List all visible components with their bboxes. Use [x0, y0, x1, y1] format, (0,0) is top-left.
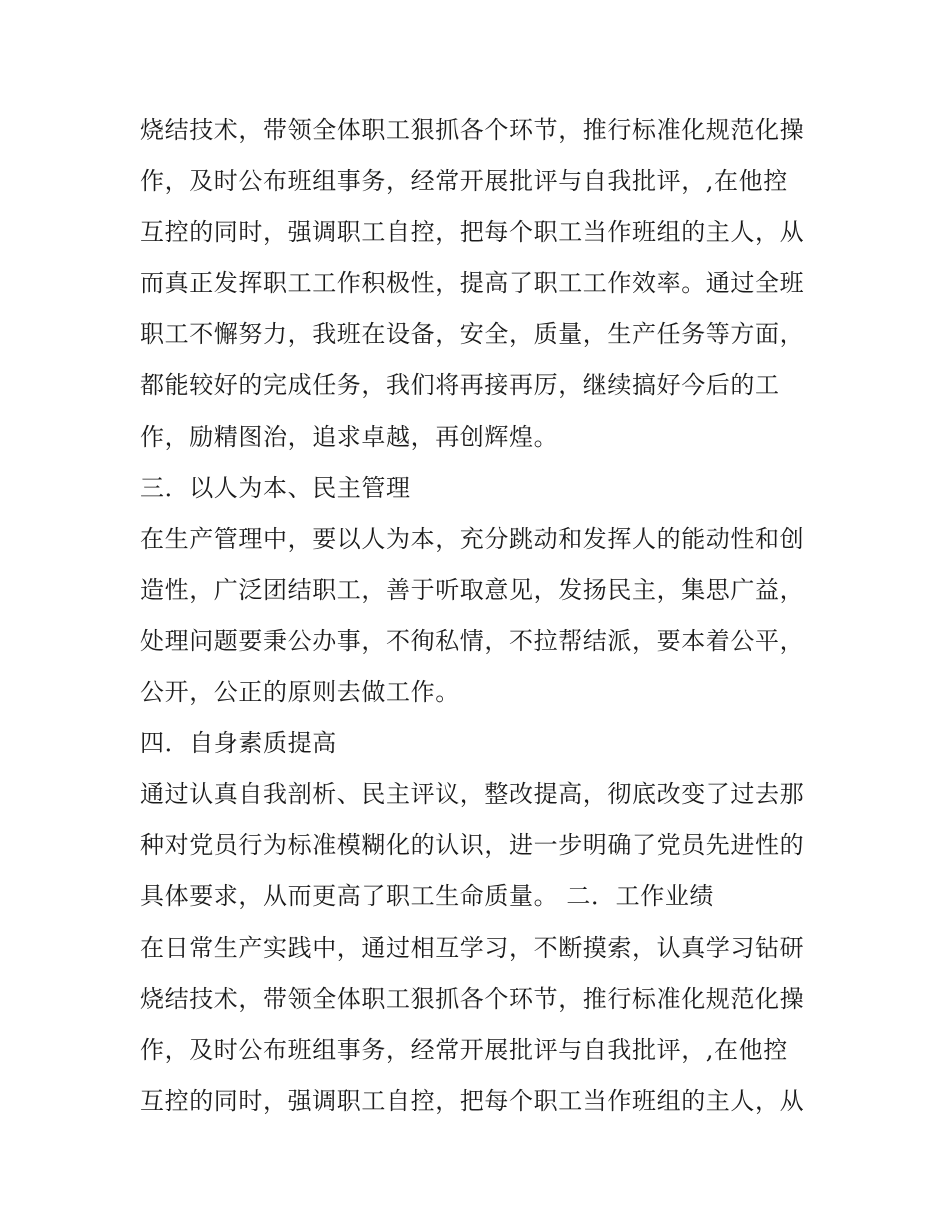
text-line: 造性，广泛团结职工，善于听取意见，发扬民主，集思广益， [140, 575, 805, 604]
text-line: 在日常生产实践中，通过相互学习，不断摸索，认真学习钻研 [140, 933, 805, 962]
section-heading: 四．自身素质提高 [140, 729, 337, 758]
text-line: 作，励精图治，追求卓越，再创辉煌。 [140, 422, 559, 451]
text-line: 互控的同时，强调职工自控，把每个职工当作班组的主人，从 [140, 1086, 805, 1115]
text-line: 而真正发挥职工工作积极性，提高了职工工作效率。通过全班 [140, 269, 805, 298]
text-line: 互控的同时，强调职工自控，把每个职工当作班组的主人，从 [140, 218, 805, 247]
text-line: 都能较好的完成任务，我们将再接再厉，继续搞好今后的工 [140, 371, 780, 400]
section-heading: 三．以人为本、民主管理 [140, 473, 411, 502]
text-line: 公开，公正的原则去做工作。 [140, 678, 460, 707]
document-body [140, 109, 820, 1131]
text-line: 作，及时公布班组事务，经常开展批评与自我批评，,在他控 [140, 167, 788, 196]
text-line: 具体要求，从而更高了职工生命质量。 二．工作业绩 [140, 882, 715, 911]
text-line: 在生产管理中，要以人为本，充分跳动和发挥人的能动性和创 [140, 524, 805, 553]
text-line: 烧结技术，带领全体职工狠抓各个环节，推行标准化规范化操 [140, 116, 805, 144]
text-line: 处理问题要秉公办事，不徇私情，不拉帮结派，要本着公平， [140, 626, 805, 655]
text-line: 种对党员行为标准模糊化的认识，进一步明确了党员先进性的 [140, 831, 805, 860]
text-line: 烧结技术，带领全体职工狠抓各个环节，推行标准化规范化操 [140, 984, 805, 1013]
text-line: 通过认真自我剖析、民主评议，整改提高，彻底改变了过去那 [140, 780, 805, 809]
text-line: 作，及时公布班组事务，经常开展批评与自我批评，,在他控 [140, 1035, 788, 1064]
text-line: 职工不懈努力，我班在设备，安全，质量，生产任务等方面， [140, 320, 805, 349]
